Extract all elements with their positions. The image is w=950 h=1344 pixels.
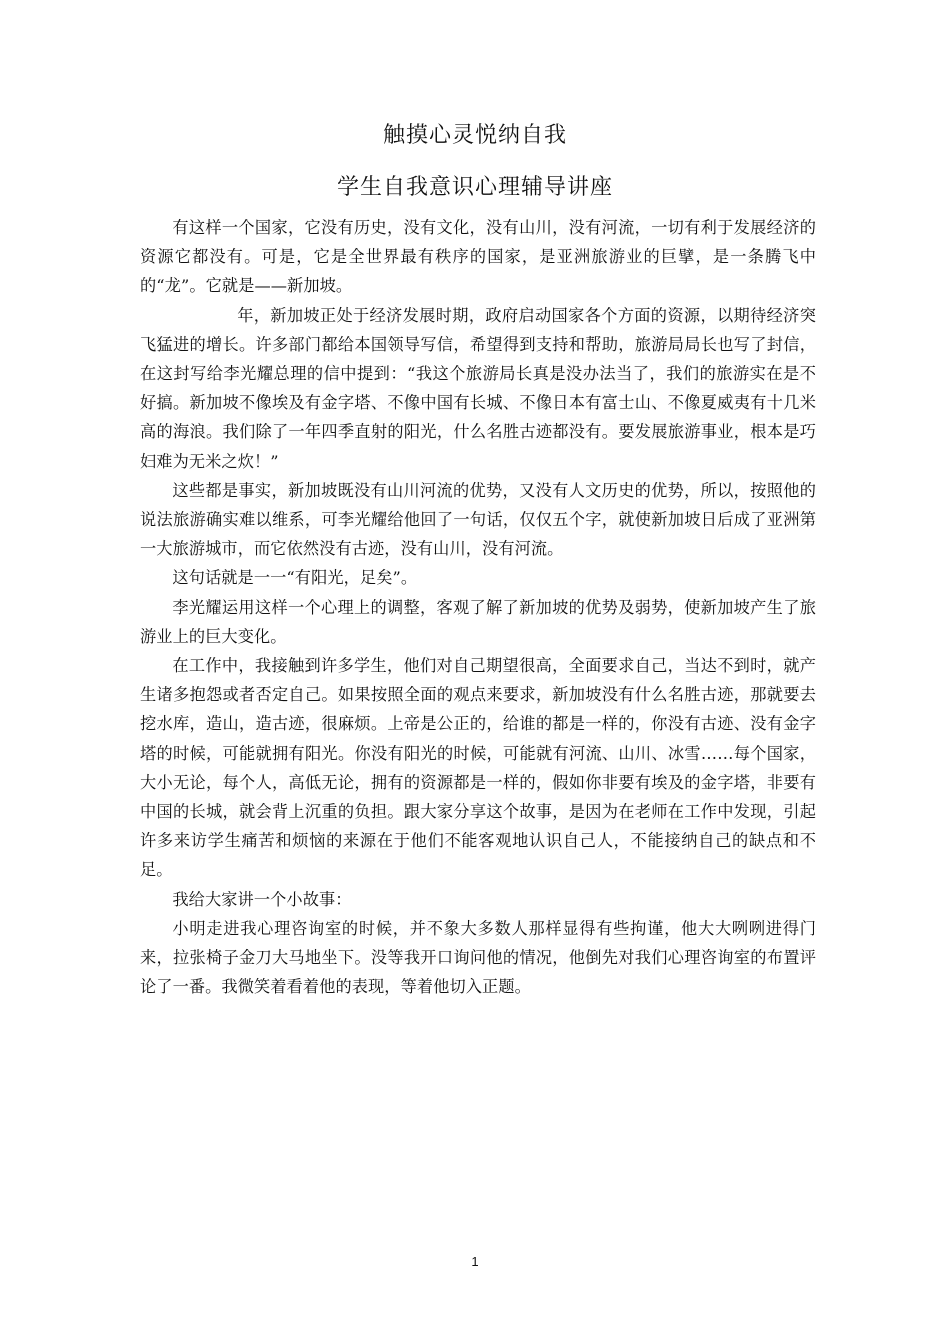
paragraph: 我给大家讲一个小故事： bbox=[172, 889, 352, 909]
page-number: 1 bbox=[471, 1254, 479, 1269]
paragraph: 小明走进我心理咨询室的时候，并不象大多数人那样显得有些拘谨，他大大咧咧进得门来，拉张椅子金刀大马地坐下。没等我开口询问他的情况，他倒先对我们心理咨询室的布置评论了一番。我微笑着看着他的表现，等着他切入正题。 bbox=[140, 918, 816, 997]
paragraph: 这句话就是一一“有阳光，足矣”。 bbox=[172, 568, 418, 588]
document-body bbox=[140, 213, 816, 1001]
paragraph: 在工作中，我接触到许多学生，他们对自己期望很高，全面要求自己，当达不到时，就产生诸多抱怨或者否定自己。如果按照全面的观点来要求，新加坡没有什么名胜古迹，那就要去挖水库，造山，造古迹，很麻烦。上帝是公正的，给谁的都是一样的，你没有古迹、没有金字塔的时候，可能就拥有阳光。你没有阳光的时候，可能就有河流、山川、冰雪……每个国家，大小无论，每个人，高低无论，拥有的资源都是一样的，假如你非要有埃及的金字塔，非要有中国的长城，就会背上沉重的负担。跟大家分享这个故事，是因为在老师在工作中发现，引起许多来访学生痛苦和烦恼的来源在于他们不能客观地认识自己人，不能接纳自己的缺点和不足。 bbox=[140, 656, 816, 880]
paragraph: 李光耀运用这样一个心理上的调整，客观了解了新加坡的优势及弱势，使新加坡产生了旅游业上的巨大变化。 bbox=[140, 597, 816, 646]
paragraph: 年，新加坡正处于经济发展时期，政府启动国家各个方面的资源，以期待经济突飞猛进的增长。许多部门都给本国领导写信，希望得到支持和帮助，旅游局局长也写了封信，在这封写给李光耀总理的信中提到：“我这个旅游局长真是没办法当了，我们的旅游实在是不好搞。新加坡不像埃及有金字塔、不像中国有长城、不像日本有富士山、不像夏威夷有十几米高的海浪。我们除了一年四季直射的阳光，什么名胜古迹都没有。要发展旅游事业，根本是巧妇难为无米之炊！” bbox=[140, 305, 816, 471]
paragraph: 这些都是事实，新加坡既没有山川河流的优势，又没有人文历史的优势，所以，按照他的说法旅游确实难以维系，可李光耀给他回了一句话，仅仅五个字，就使新加坡日后成了亚洲第一大旅游城市，而它依然没有古迹，没有山川，没有河流。 bbox=[140, 480, 816, 559]
document-subtitle: 学生自我意识心理辅导讲座 bbox=[336, 175, 613, 200]
paragraph: 有这样一个国家，它没有历史，没有文化，没有山川，没有河流，一切有利于发展经济的资源它都没有。可是，它是全世界最有秩序的国家，是亚洲旅游业的巨擘，是一条腾飞中的“龙”。它就是——新加坡。 bbox=[140, 218, 816, 296]
document-title: 触摸心灵悦纳自我 bbox=[382, 123, 567, 148]
